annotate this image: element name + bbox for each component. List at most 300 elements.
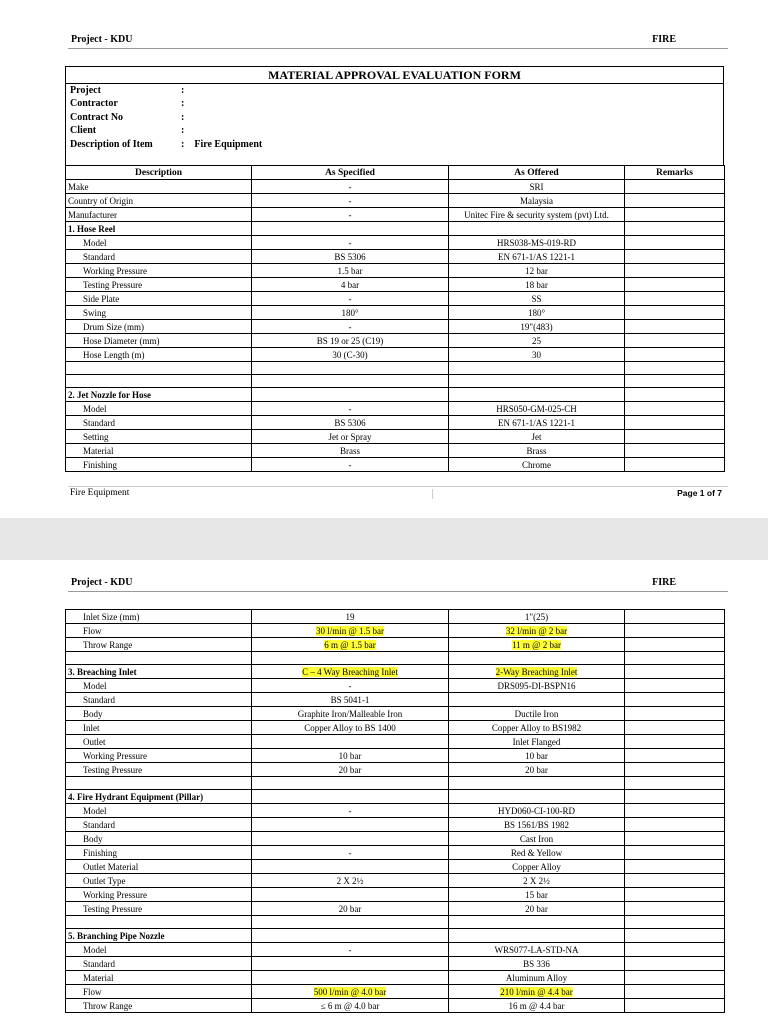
cell-description [66, 707, 252, 721]
cell-text: 18 bar [525, 279, 548, 290]
cell-as-offered [449, 334, 625, 348]
cell-as-specified [252, 874, 449, 888]
table-row [66, 721, 725, 735]
cell-text: 180° [341, 307, 359, 318]
cell-as-offered [449, 665, 625, 679]
table-row [66, 665, 725, 679]
cell-as-offered [449, 362, 625, 375]
cell-as-offered [449, 652, 625, 665]
cell-text: BS 5041-1 [330, 694, 370, 705]
cell-as-offered [449, 292, 625, 306]
cell-text: BS 19 or 25 (C19) [316, 335, 384, 346]
cell-as-specified [252, 334, 449, 348]
cell-as-specified [252, 652, 449, 665]
cell-remarks [625, 208, 725, 222]
table-row [66, 458, 725, 472]
cell-text: HYD060-CI-100-RD [498, 805, 575, 816]
cell-text: Cast Iron [519, 833, 554, 844]
cell-as-offered [449, 735, 625, 749]
table-body [66, 610, 725, 1013]
cell-text: Hose Length (m) [83, 349, 145, 360]
cell-remarks [625, 818, 725, 832]
cell-as-offered [449, 348, 625, 362]
field-project: Project : [70, 85, 185, 96]
cell-as-specified [252, 638, 449, 652]
cell-as-offered [449, 236, 625, 250]
table-row [66, 652, 725, 665]
cell-text: Aluminum Alloy [505, 972, 568, 983]
cell-text: Model [83, 680, 107, 691]
cell-as-specified [252, 278, 449, 292]
cell-text: 2 X 2½ [336, 875, 364, 886]
table-row [66, 222, 725, 236]
cell-text: Throw Range [83, 1000, 133, 1011]
cell-as-offered [449, 624, 625, 638]
cell-text: Inlet [83, 722, 100, 733]
cell-description [66, 624, 252, 638]
cell-as-offered [449, 222, 625, 236]
cell-as-offered [449, 610, 625, 624]
cell-text: Model [83, 944, 107, 955]
cell-text: 20 bar [338, 903, 362, 914]
cell-as-specified [252, 444, 449, 458]
cell-remarks [625, 790, 725, 804]
cell-text: 30 (C-30) [332, 349, 368, 360]
cell-remarks [625, 320, 725, 334]
table-row [66, 320, 725, 334]
footer-page-number: Page 1 of 7 [677, 488, 722, 498]
document-page-2 [0, 560, 768, 1024]
cell-as-offered [449, 264, 625, 278]
cell-description [66, 375, 252, 388]
cell-text: - [348, 944, 352, 955]
table-row [66, 264, 725, 278]
cell-as-offered [449, 638, 625, 652]
cell-text: BS 1561/BS 1982 [503, 819, 570, 830]
cell-text: 32 l/min @ 2 bar [505, 625, 568, 636]
cell-text: 16 m @ 4.4 bar [508, 1000, 565, 1011]
cell-as-offered [449, 250, 625, 264]
cell-text: WRS077-LA-STD-NA [494, 944, 579, 955]
cell-text: Country of Origin [68, 195, 133, 206]
cell-text: Standard [83, 417, 115, 428]
cell-as-specified [252, 320, 449, 334]
table-row [66, 278, 725, 292]
cell-as-specified [252, 804, 449, 818]
cell-remarks [625, 846, 725, 860]
cell-remarks [625, 430, 725, 444]
cell-remarks [625, 292, 725, 306]
cell-as-offered [449, 846, 625, 860]
cell-remarks [625, 916, 725, 929]
table-row [66, 693, 725, 707]
cell-text: Unitec Fire & security system (pvt) Ltd. [464, 209, 609, 220]
field-client: Client : [70, 125, 185, 136]
cell-text: Copper Alloy [512, 861, 561, 872]
table-row [66, 971, 725, 985]
cell-text: Testing Pressure [83, 903, 143, 914]
cell-text: 4. Fire Hydrant Equipment (Pillar) [68, 791, 204, 802]
cell-text: Standard [83, 694, 115, 705]
cell-text: 10 bar [338, 750, 362, 761]
cell-description [66, 362, 252, 375]
cell-text: - [348, 293, 352, 304]
cell-remarks [625, 832, 725, 846]
table-row [66, 610, 725, 624]
cell-description [66, 208, 252, 222]
cell-text: Material [83, 445, 114, 456]
cell-text: Inlet Size (mm) [83, 611, 140, 622]
header-discipline: FIRE [652, 34, 676, 45]
cell-text: Jet or Spray [328, 431, 372, 442]
header-project: Project - KDU [71, 577, 133, 588]
cell-description [66, 832, 252, 846]
table-row [66, 334, 725, 348]
cell-text: Graphite Iron/Malleable Iron [297, 708, 403, 719]
cell-remarks [625, 693, 725, 707]
table-row [66, 444, 725, 458]
cell-remarks [625, 264, 725, 278]
cell-text: 20 bar [525, 764, 548, 775]
cell-text: Jet [531, 431, 542, 442]
cell-as-specified [252, 416, 449, 430]
column-header-as-specified: As Specified [252, 166, 449, 180]
cell-as-specified [252, 665, 449, 679]
cell-text: Standard [83, 819, 115, 830]
cell-as-offered [449, 916, 625, 929]
table-row [66, 874, 725, 888]
cell-as-specified [252, 292, 449, 306]
cell-as-offered [449, 790, 625, 804]
cell-description [66, 929, 252, 943]
cell-as-offered [449, 180, 625, 194]
cell-remarks [625, 638, 725, 652]
table-row [66, 943, 725, 957]
table-row [66, 402, 725, 416]
cell-text: Brass [526, 445, 547, 456]
cell-remarks [625, 777, 725, 790]
cell-description [66, 278, 252, 292]
cell-text: Standard [83, 251, 115, 262]
cell-text: 1.5 bar [337, 265, 363, 276]
cell-as-specified [252, 846, 449, 860]
cell-as-specified [252, 888, 449, 902]
table-row [66, 999, 725, 1013]
table-row [66, 735, 725, 749]
cell-description [66, 804, 252, 818]
cell-remarks [625, 278, 725, 292]
table-row [66, 985, 725, 999]
cell-as-specified [252, 348, 449, 362]
cell-description [66, 749, 252, 763]
cell-text: 210 l/min @ 4.4 bar [500, 986, 573, 997]
cell-as-specified [252, 306, 449, 320]
cell-as-specified [252, 236, 449, 250]
cell-as-offered [449, 278, 625, 292]
cell-description [66, 874, 252, 888]
cell-as-specified [252, 929, 449, 943]
cell-as-specified [252, 679, 449, 693]
cell-text: Outlet Material [83, 861, 139, 872]
cell-as-offered [449, 679, 625, 693]
cell-description [66, 679, 252, 693]
cell-text: SRI [529, 181, 544, 192]
cell-remarks [625, 180, 725, 194]
footer-divider [432, 489, 433, 499]
cell-text: - [348, 237, 352, 248]
table-row [66, 832, 725, 846]
header-discipline: FIRE [652, 577, 676, 588]
cell-text: 4 bar [340, 279, 360, 290]
cell-as-offered [449, 818, 625, 832]
cell-text: 2 X 2½ [523, 875, 550, 886]
cell-description [66, 957, 252, 971]
cell-remarks [625, 943, 725, 957]
cell-as-offered [449, 943, 625, 957]
cell-description [66, 334, 252, 348]
cell-as-specified [252, 777, 449, 790]
cell-text: EN 671-1/AS 1221-1 [498, 251, 575, 262]
cell-text: HRS038-MS-019-RD [496, 237, 576, 248]
cell-as-specified [252, 916, 449, 929]
evaluation-table-page-2 [65, 609, 725, 1013]
cell-as-offered [449, 804, 625, 818]
cell-text: Throw Range [83, 639, 133, 650]
cell-text: Brass [340, 445, 360, 456]
cell-remarks [625, 362, 725, 375]
cell-remarks [625, 306, 725, 320]
cell-as-offered [449, 444, 625, 458]
cell-as-specified [252, 250, 449, 264]
cell-remarks [625, 250, 725, 264]
cell-text: BS 5306 [334, 251, 366, 262]
cell-text: Swing [83, 307, 107, 318]
cell-remarks [625, 458, 725, 472]
table-row [66, 236, 725, 250]
cell-as-offered [449, 860, 625, 874]
field-contract-no: Contract No : [70, 112, 185, 123]
cell-description [66, 306, 252, 320]
cell-description [66, 693, 252, 707]
cell-description [66, 971, 252, 985]
table-row [66, 375, 725, 388]
cell-text: 2-Way Breaching Inlet [495, 666, 578, 677]
cell-text: Model [83, 237, 107, 248]
cell-text: 20 bar [338, 764, 362, 775]
cell-description [66, 721, 252, 735]
table-row [66, 250, 725, 264]
cell-as-specified [252, 402, 449, 416]
cell-text: 3. Breaching Inlet [68, 666, 137, 677]
cell-description [66, 999, 252, 1013]
cell-text: - [348, 847, 352, 858]
cell-text: BS 336 [523, 958, 550, 969]
cell-text: Red & Yellow [510, 847, 563, 858]
cell-description [66, 444, 252, 458]
cell-as-offered [449, 707, 625, 721]
cell-text: - [348, 459, 352, 470]
cell-text: Setting [83, 431, 109, 442]
cell-as-offered [449, 388, 625, 402]
cell-remarks [625, 679, 725, 693]
cell-as-offered [449, 430, 625, 444]
cell-as-specified [252, 943, 449, 957]
cell-as-specified [252, 971, 449, 985]
cell-description [66, 846, 252, 860]
cell-as-specified [252, 180, 449, 194]
table-row [66, 957, 725, 971]
cell-description [66, 250, 252, 264]
cell-as-offered [449, 902, 625, 916]
cell-as-specified [252, 832, 449, 846]
cell-text: 30 l/min @ 1.5 bar [315, 625, 385, 636]
cell-text: HRS050-GM-025-CH [496, 403, 577, 414]
cell-text: - [348, 321, 352, 332]
cell-text: 6 m @ 1.5 bar [324, 639, 376, 650]
cell-text: Working Pressure [83, 265, 148, 276]
cell-as-offered [449, 194, 625, 208]
cell-as-offered [449, 416, 625, 430]
cell-remarks [625, 444, 725, 458]
table-row [66, 624, 725, 638]
cell-text: Body [83, 833, 103, 844]
table-row [66, 804, 725, 818]
cell-text: C – 4 Way Breaching Inlet [302, 666, 398, 677]
cell-remarks [625, 874, 725, 888]
cell-text: EN 671-1/AS 1221-1 [498, 417, 575, 428]
cell-remarks [625, 624, 725, 638]
cell-description [66, 790, 252, 804]
cell-remarks [625, 194, 725, 208]
cell-description [66, 777, 252, 790]
page-footer [68, 486, 728, 501]
cell-text: SS [531, 293, 542, 304]
cell-as-offered [449, 888, 625, 902]
table-row [66, 888, 725, 902]
cell-text: Outlet [83, 736, 106, 747]
cell-description [66, 916, 252, 929]
cell-as-offered [449, 929, 625, 943]
cell-as-offered [449, 971, 625, 985]
cell-text: Ductile Iron [514, 708, 559, 719]
cell-text: Testing Pressure [83, 764, 143, 775]
table-row [66, 194, 725, 208]
cell-description [66, 194, 252, 208]
cell-text: Flow [83, 986, 102, 997]
cell-as-offered [449, 999, 625, 1013]
column-header-remarks: Remarks [625, 166, 725, 180]
table-body [66, 180, 725, 472]
column-header-as-offered: As Offered [449, 166, 625, 180]
cell-text: Working Pressure [83, 750, 148, 761]
cell-description [66, 943, 252, 957]
cell-text: 11 m @ 2 bar [512, 639, 561, 650]
cell-remarks [625, 999, 725, 1013]
cell-description [66, 320, 252, 334]
cell-as-specified [252, 735, 449, 749]
cell-description [66, 458, 252, 472]
cell-text: 5. Branching Pipe Nozzle [68, 930, 165, 941]
cell-remarks [625, 735, 725, 749]
cell-remarks [625, 416, 725, 430]
cell-remarks [625, 334, 725, 348]
page-header [68, 30, 728, 49]
cell-text: Side Plate [83, 293, 120, 304]
table-row [66, 790, 725, 804]
cell-text: - [348, 403, 352, 414]
cell-text: 12 bar [525, 265, 548, 276]
table-row [66, 763, 725, 777]
cell-remarks [625, 375, 725, 388]
form-info-box [65, 66, 724, 166]
cell-description [66, 348, 252, 362]
cell-remarks [625, 957, 725, 971]
cell-as-specified [252, 222, 449, 236]
cell-as-specified [252, 818, 449, 832]
form-title: MATERIAL APPROVAL EVALUATION FORM [66, 67, 723, 84]
cell-as-specified [252, 721, 449, 735]
table-row [66, 749, 725, 763]
table-row [66, 306, 725, 320]
cell-description [66, 665, 252, 679]
cell-text: Standard [83, 958, 115, 969]
cell-description [66, 430, 252, 444]
cell-as-specified [252, 610, 449, 624]
cell-text: Outlet Type [83, 875, 126, 886]
cell-as-offered [449, 957, 625, 971]
cell-as-specified [252, 362, 449, 375]
cell-remarks [625, 388, 725, 402]
cell-text: 2. Jet Nozzle for Hose [68, 389, 152, 400]
cell-as-specified [252, 388, 449, 402]
cell-text: - [348, 805, 352, 816]
cell-text: Model [83, 403, 107, 414]
cell-description [66, 610, 252, 624]
cell-text: Finishing [83, 847, 118, 858]
cell-text: - [348, 209, 352, 220]
cell-text: 30 [532, 349, 541, 360]
cell-text: 180° [527, 307, 546, 318]
cell-remarks [625, 763, 725, 777]
footer-section: Fire Equipment [70, 488, 130, 498]
cell-description [66, 638, 252, 652]
cell-as-specified [252, 693, 449, 707]
cell-as-specified [252, 707, 449, 721]
cell-description [66, 985, 252, 999]
cell-description [66, 860, 252, 874]
header-project: Project - KDU [71, 34, 133, 45]
cell-as-offered [449, 306, 625, 320]
table-row [66, 679, 725, 693]
cell-as-specified [252, 902, 449, 916]
cell-text: 20 bar [525, 903, 548, 914]
cell-description [66, 735, 252, 749]
cell-as-offered [449, 208, 625, 222]
cell-text: - [348, 181, 352, 192]
cell-as-specified [252, 860, 449, 874]
cell-as-specified [252, 790, 449, 804]
cell-text: 25 [532, 335, 541, 346]
cell-as-specified [252, 194, 449, 208]
cell-as-offered [449, 375, 625, 388]
cell-as-specified [252, 430, 449, 444]
cell-as-offered [449, 874, 625, 888]
cell-text: Inlet Flanged [512, 736, 561, 747]
cell-description [66, 388, 252, 402]
cell-as-offered [449, 763, 625, 777]
cell-as-specified [252, 985, 449, 999]
table-row [66, 208, 725, 222]
